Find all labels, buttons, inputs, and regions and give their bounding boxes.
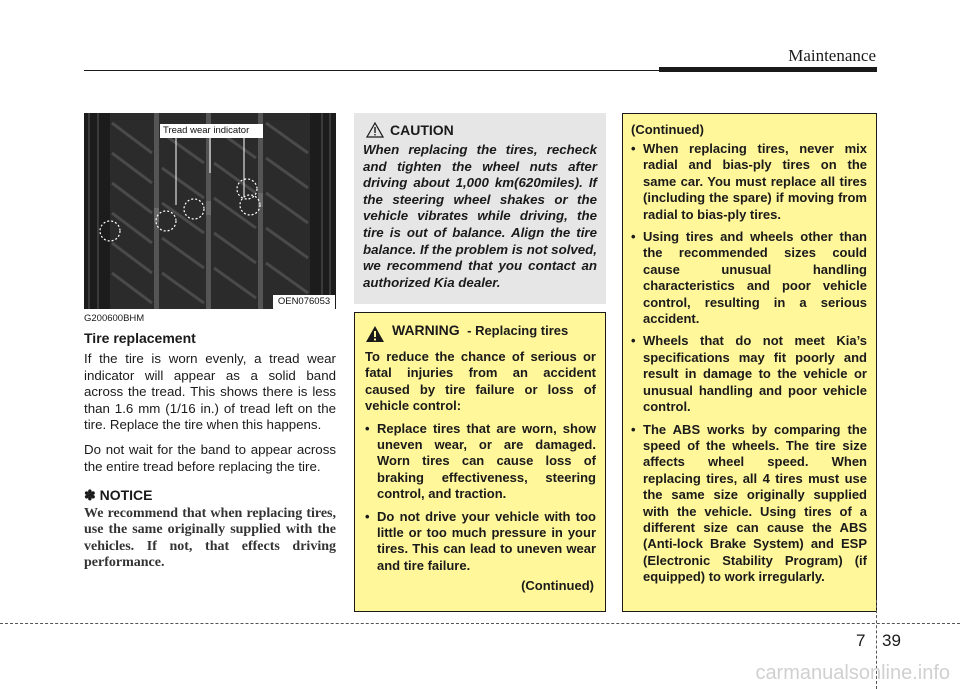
figure-code: OEN076053 [273, 295, 335, 309]
header-rule-accent [659, 67, 877, 72]
left-column [84, 313, 336, 571]
chapter-number: 7 [856, 631, 866, 650]
warning-title: WARNING [392, 322, 460, 338]
warning-intro: To reduce the chance of serious or fatal injuries from an accident caused by tire failure or loss of vehicle control: [365, 349, 596, 414]
list-item: • Do not drive your vehicle with too little or too much pressure in your tires. This can lead to uneven wear and tire failure. [365, 508, 596, 573]
body-paragraph-2: Do not wait for the band to appear across the entire tread before replacing the tire. [84, 441, 336, 474]
header-title: Maintenance [788, 46, 876, 65]
section-title: Tire replacement [84, 330, 196, 346]
tire-tread-image [84, 113, 336, 309]
continued-label: (Continued) [631, 122, 704, 137]
list-item: • Using tires and wheels other than the recommended sizes could cause unusual handling characteristics and poor vehicle control, resulting in a serious accident. [631, 229, 867, 327]
caution-title: CAUTION [390, 122, 454, 138]
list-item: • Wheels that do not meet Kia’s specifications may fit poorly and result in damage to the vehicle or unusual handling and poor vehicle control. [631, 333, 867, 415]
caution-text: When replacing the tires, recheck and tighten the wheel nuts after driving about 1,000 km(620miles). If the steering wheel shakes or the vehicle vibrates while driving, the tire is out of balance. Align the tire balance. If the problem is not solved, we recommend that you contact an authorized Kia dealer. [363, 142, 597, 290]
warning-continued-box [622, 113, 877, 612]
warning-triangle-icon [365, 325, 385, 343]
list-item: • The ABS works by comparing the speed of the wheels. The tire size affects wheel speed. When replacing tires, all 4 tires must use the same size originally supplied with the vehicle. Using tires of a different size can cause the ABS (Anti-lock Brake System) and ESP (Electronic Stability Program) (if equipped) to work irregularly. [631, 421, 867, 585]
notice-title: ✽ NOTICE [84, 487, 153, 504]
caution-box [354, 113, 606, 304]
figure-label: Tread wear indicator [160, 124, 263, 138]
footer-rule [0, 623, 960, 624]
list-item: • Replace tires that are worn, show uneven wear, or are damaged. Worn tires can cause loss of braking effectiveness, steering control, and traction. [365, 420, 596, 502]
list-item: • When replacing tires, never mix radial and bias-ply tires on the same car. You must replace all tires (including the spare) if moving from radial to bias-ply tires. [631, 141, 867, 222]
continued-label: (Continued) [521, 578, 594, 594]
warning-box [354, 312, 606, 612]
section-code: G200600BHM [84, 313, 145, 324]
warning-subtitle: - Replacing tires [467, 323, 569, 338]
notice-text: We recommend that when replacing tires, use the same originally supplied with the vehicles. If not, that effects driving performance. [84, 506, 336, 571]
page-number: 39 [882, 631, 901, 650]
watermark: carmanualsonline.info [755, 662, 950, 684]
body-paragraph-1: If the tire is worn evenly, a tread wear indicator will appear as a solid band across the tread. This shows there is less than 1.6 mm (1/16 in.) of tread left on the tire. Replace the tire when this happens. [84, 351, 336, 433]
header-rule [84, 70, 664, 71]
caution-triangle-icon [366, 122, 384, 138]
